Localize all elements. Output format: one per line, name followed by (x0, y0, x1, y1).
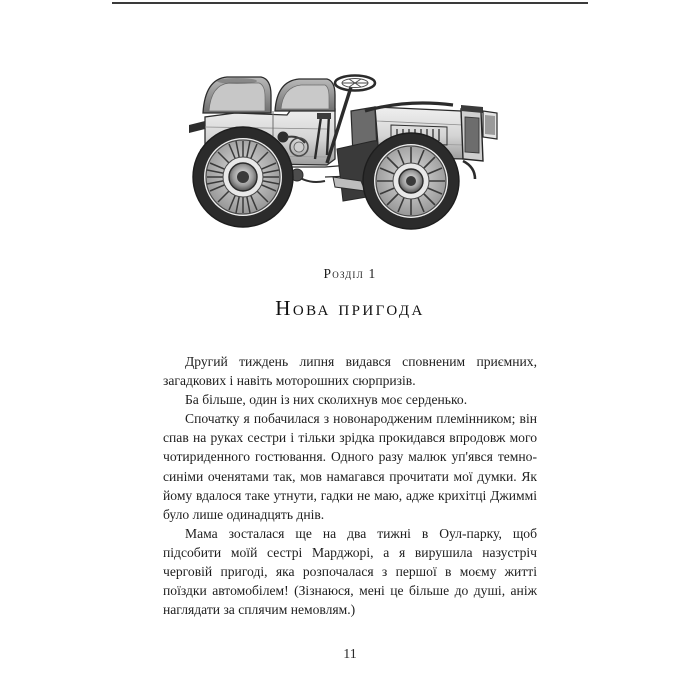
rear-seat (203, 77, 271, 113)
page-number: 11 (343, 647, 357, 662)
front-lamp (483, 111, 497, 139)
crank-handle (463, 161, 475, 179)
body-text (163, 352, 537, 619)
chapter-label: Розділ 1 (323, 266, 377, 281)
radiator (461, 105, 483, 161)
front-seat (275, 79, 335, 111)
paragraph: Спочатку я побачилася з новонародженим племінником; він спав на руках сестри і тільки зрідка прокидався впродовж мого чотириденного гостювання. Одного разу малюк уп'явся темно-синіми оченятами так, мов намагався прочитати мої думки. Як йому вдалося таке утнути, гадки не маю, адже крихітці Джиммі було лише одинадцять днів. (163, 411, 537, 522)
paragraph: Другий тиждень липня видався сповненим приємних, загадкових і навіть моторошних сюрпризів. (163, 354, 537, 389)
paragraph: Мама зосталася ще на два тижні в Оул-парку, щоб підсобити моїй сестрі Марджорі, а я вирушила назустріч черговій пригоді, яка розпочалася з першої в моєму житті поїздки автомобілем! (Зізнаюся, мені це більше до душі, аніж наглядати за сплячим немовлям.) (163, 525, 537, 618)
page-top-edge-line (112, 2, 588, 4)
front-wheel (363, 133, 459, 229)
vintage-automobile-illustration (175, 55, 535, 240)
rear-step (189, 121, 205, 133)
rear-wheel (193, 127, 293, 227)
paragraph: Ба більше, один із них сколихнув моє серденько. (185, 392, 468, 408)
chapter-title: Нова пригода (275, 296, 425, 320)
